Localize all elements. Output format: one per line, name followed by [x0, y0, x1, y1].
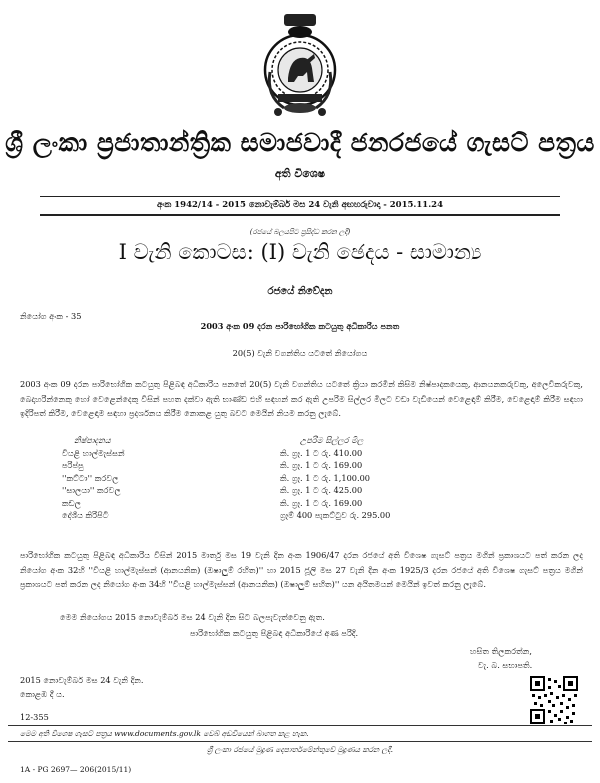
price-table: [60, 432, 460, 522]
gazette-title: ශ්‍රී ලංකා ප්‍රජාතාන්ත්‍රික සමාජවාදී ජනරජයේ ගැසට් පත්‍රය: [5, 128, 595, 157]
table-row: [60, 460, 460, 472]
website-note: මෙම අති විශෙෂ ගැසට් පත්‍රය www.documents.gov.lk වෙබ් අඩවියෙන් බාගත කළ හැක.: [20, 729, 309, 738]
table-row: [60, 448, 460, 460]
product-cell: වියළි හාල්මැස්සන්: [62, 448, 125, 458]
sri-lanka-emblem: [258, 12, 342, 120]
product-cell: දේශීය කිරිපිටි: [62, 509, 109, 520]
issue-rule-bottom: [40, 214, 560, 216]
date-line: 2015 නොවැම්බර් මස 24 වැනි දින.: [20, 675, 144, 685]
price-cell: ග්‍රෑම් 400 පැකට්ටුව රු. 295.00: [280, 509, 391, 520]
table-row: [60, 473, 460, 485]
table-row: [60, 510, 460, 522]
signatory-name: හසිත තිලකරත්න,: [470, 646, 532, 656]
published-by: (රජයේ බලයපිට ප්‍රසිද්ධ කරන ලදී): [249, 228, 351, 236]
table-row: [60, 485, 460, 497]
code-line: 12-355: [20, 712, 49, 722]
price-cell: කි. ග්‍රෑ. 1 ට රු. 1,100.00: [280, 472, 371, 483]
order-line: පාරිභෝගික කටයුතු පිළිබඳ අධිකාරියේ අණ පරිදි.: [190, 628, 359, 638]
product-cell: ''සාලයා'' කරවල: [62, 485, 121, 496]
part-title: I වැනි කොටස: (I) වැනි ඡෙදය - සාමාන්‍ය: [118, 240, 482, 264]
qr-code: [530, 676, 578, 724]
footer-rule-2: [8, 741, 592, 742]
product-cell: කඩල: [62, 497, 81, 508]
intro-paragraph: 2003 අංක 09 දරන පාරිභෝගික කටයුතු පිළිබඳ අධිකාරිය පනතේ 20(5) වැනි වගන්තිය යටතේ ක්‍රියා කරමින් කිසිම නිෂ්පාදකයෙකු, ආනයනකරුවකු, අලෙවිකරුවකු, බෙදාහරින්නෙකු හෝ වෙළෙන්දෙකු විසින් පහත දක්වා ඇති භාණ්ඩ එහි සඳහන් කර ඇති උපරිම සිල්ලර මිලට වඩා වැඩියෙන් වෙළෙඳාම් කිරීම, වෙළෙඳාම් කිරීම සඳහා ඉදිරිපත් කිරීම, වෙළෙඳාම සඳහා ප්‍රදර්ශනය කිරීම නොකළ යුතු බවට මෙයින් නියම කරනු ලැබේ.: [20, 379, 583, 418]
table-row: [60, 498, 460, 510]
section-ref: 20(5) වැනි වගන්තිය යටතේ නියෝගය: [232, 348, 368, 358]
footer-rule: [8, 725, 592, 726]
col-product-header: නිෂ්පාදනය: [74, 434, 111, 445]
product-cell: ''කට්ටා'' කරවල: [62, 472, 119, 483]
issue-line: අංක 1942/14 - 2015 නොවැම්බර් මස 24 වැනි අඟහරුවාදා - 2015.11.24: [156, 200, 444, 210]
act-title: 2003 අංක 09 දරන පාරිභෝගික කටයුතු අධිකාරිය පනත: [200, 321, 400, 331]
signatory-title: වැ. බ. සභාපති.: [478, 660, 533, 670]
revocation-paragraph: පාරිභෝගික කටයුතු පිළිබඳ අධිකාරිය විසින් 2015 මාර්තු මස 19 වැනි දින අංක 1906/47 දරන රජයේ අති විශෙෂ ගැසට් පත්‍රය මගින් ප්‍රකාශයට පත් කරන ලද නියෝග අංක 32හි ''වියළි හාල්මැස්සන් (ආනයනික) (ඔෂාලුම් රහිත)'' හා 2015 ජූලි මස 27 වැනි දින අංක 1925/3 දරන රජයේ අති විශෙෂ ගැසට් පත්‍රය මගින් ප්‍රකාශයට පත් කරන ලද නියෝග අංක 34හි ''වියළි හාල්මැස්සන් (ආනයනික) (ඔෂාලුම් සහිත)'' යන අයිතමයන් මෙයින් ඉවත් කරනු ලැබේ.: [20, 550, 583, 589]
printer-line: ශ්‍රී ලංකා රජයේ මුද්‍රණ දෙපාර්තමේන්තුවේ මුද්‍රණය කරන ලදී.: [207, 745, 393, 754]
product-cell: පරිප්පු: [62, 460, 84, 471]
gazette-subtitle: අති විශෙෂ: [274, 167, 326, 180]
col-price-header: උපරිම සිල්ලර මිල: [300, 434, 364, 445]
print-code: 1A - PG 2697— 206(2015/11): [20, 765, 132, 774]
issue-rule-top: [40, 196, 560, 197]
price-cell: කි. ග්‍රෑ. 1 ට රු. 169.00: [280, 497, 363, 508]
effective-line: මෙම නියෝගය 2015 නොවැම්බර් මස 24 වැනි දින සිට බලපැවැත්වෙනු ඇත.: [60, 612, 325, 622]
price-cell: කි. ග්‍රෑ. 1 ට රු. 410.00: [280, 448, 363, 458]
section-title: රජයේ නිවේදන: [267, 286, 333, 297]
price-cell: කි. ග්‍රෑ. 1 ට රු. 425.00: [280, 485, 363, 496]
price-cell: කි. ග්‍රෑ. 1 ට රු. 169.00: [280, 460, 363, 471]
place-line: කොළඹ දී ය.: [20, 689, 65, 699]
notification-ref: නියෝග අංක - 35: [20, 311, 82, 321]
